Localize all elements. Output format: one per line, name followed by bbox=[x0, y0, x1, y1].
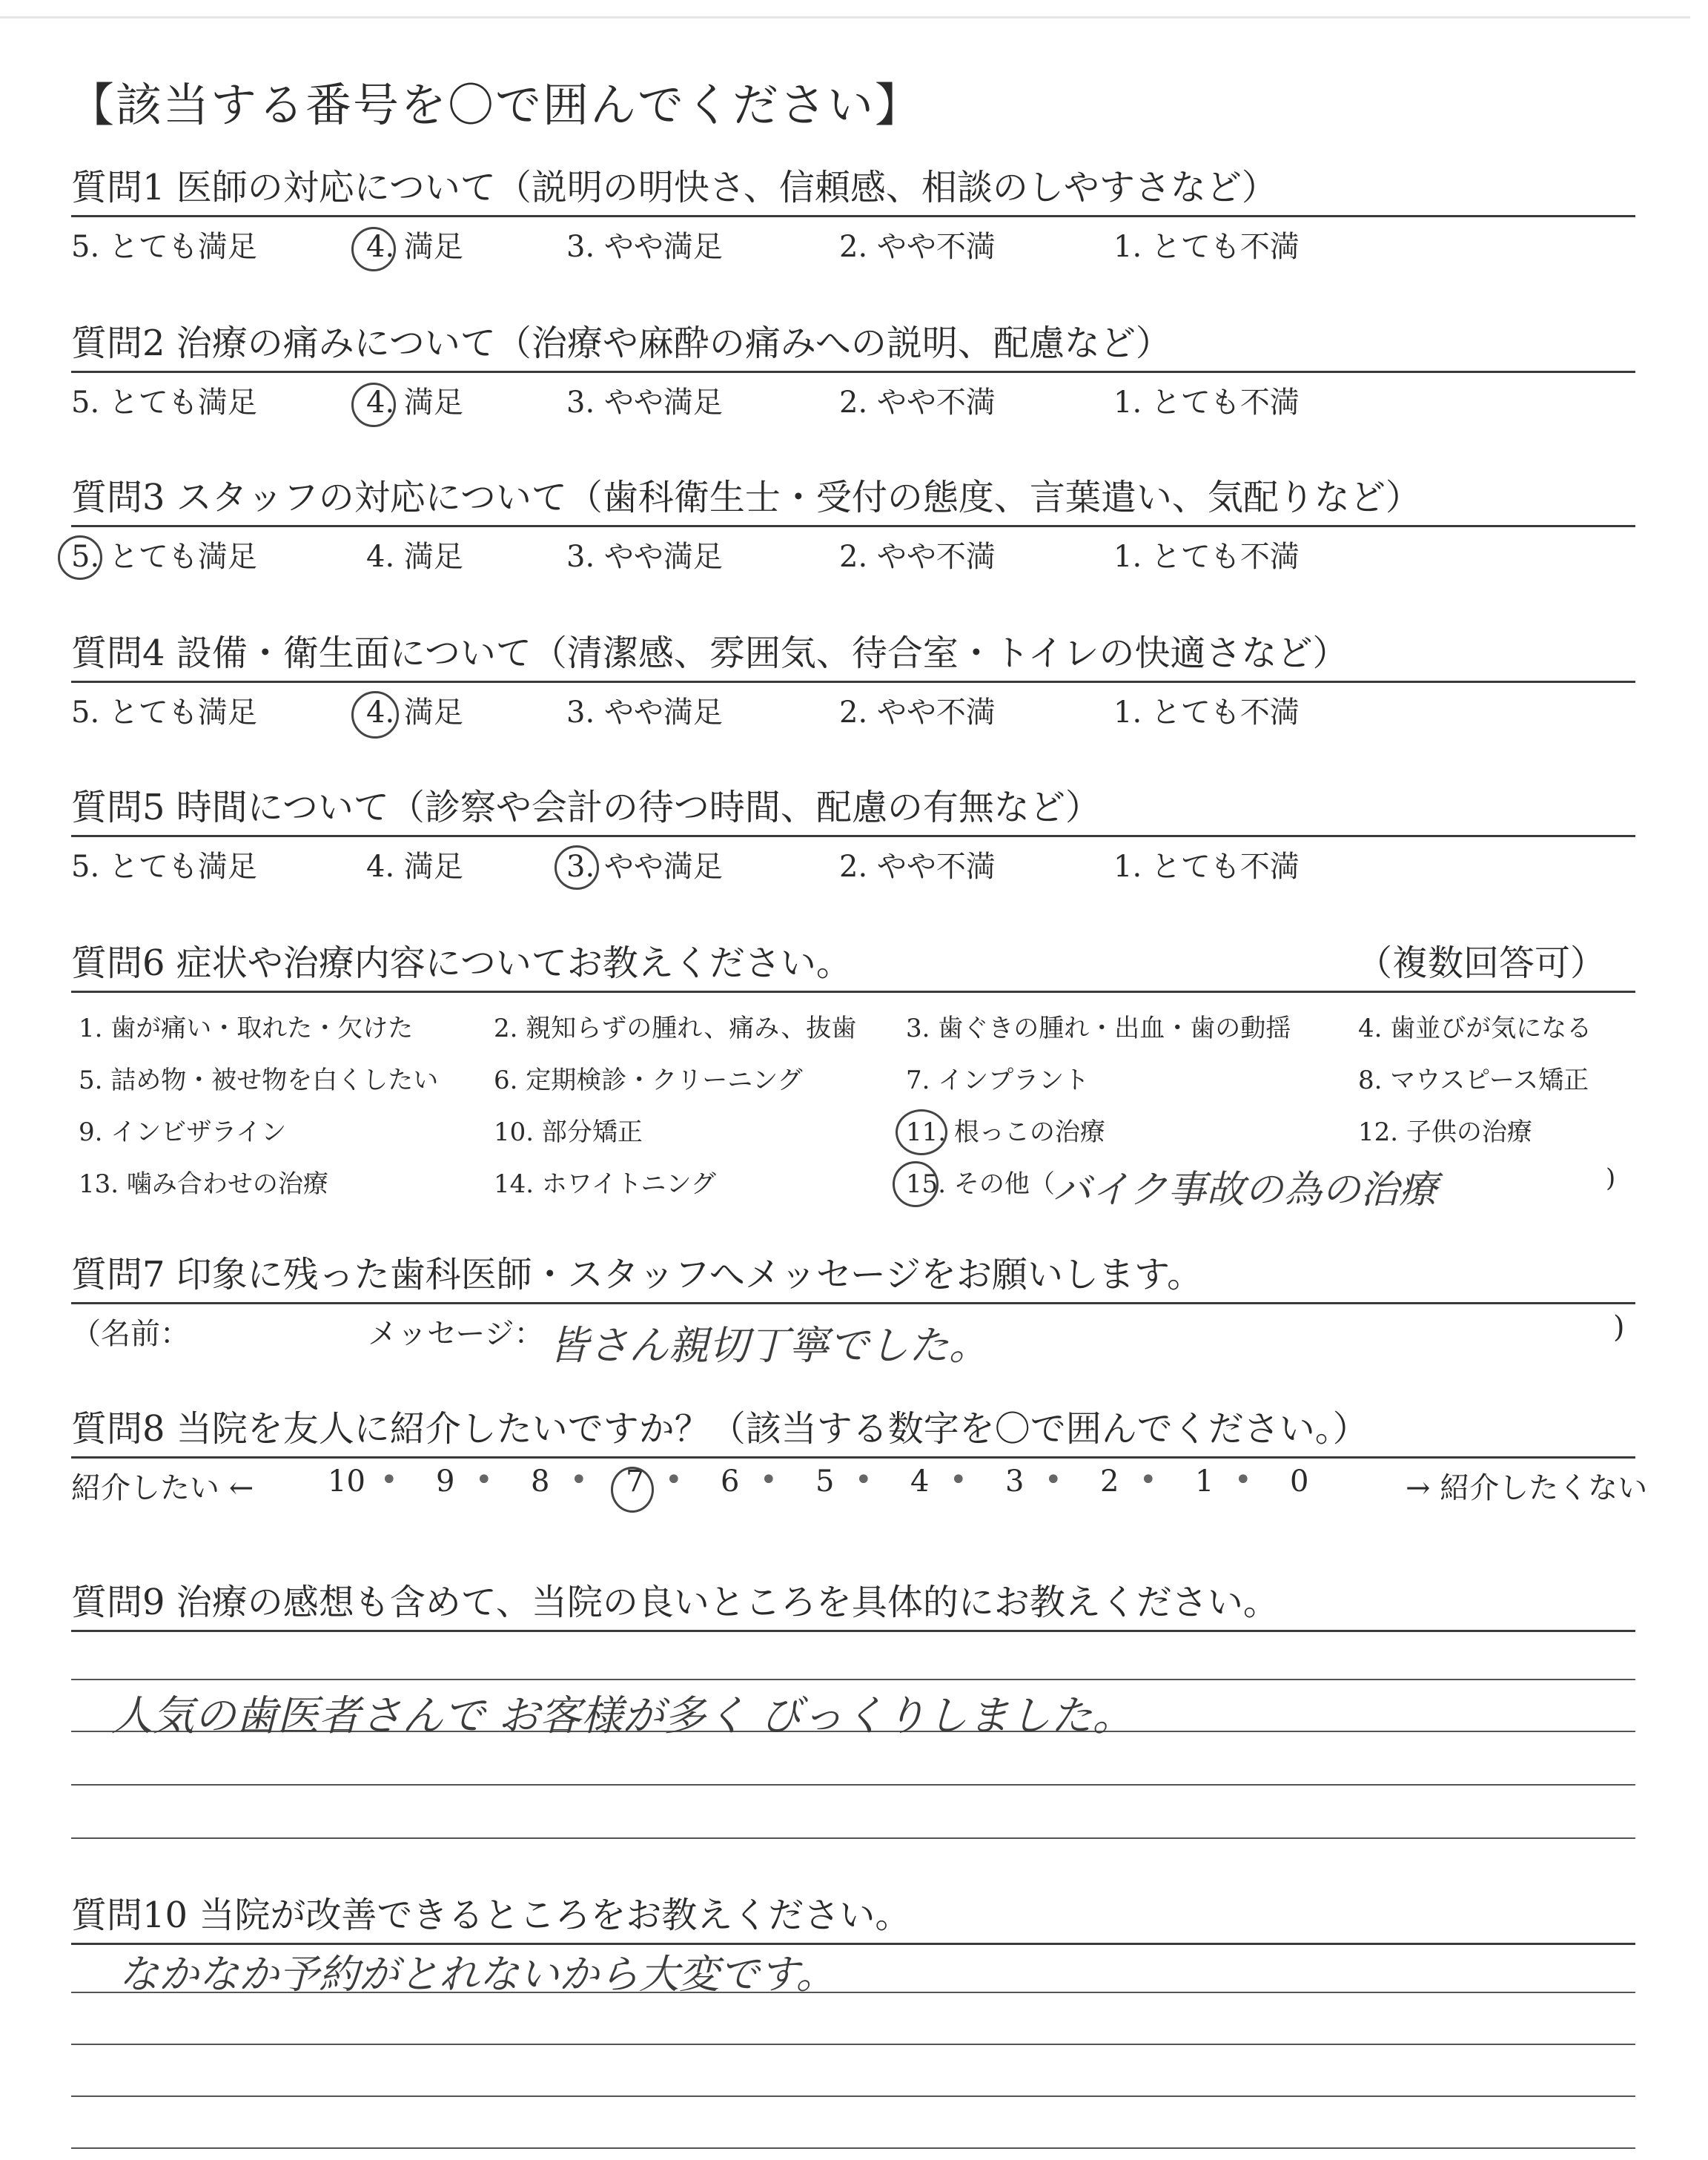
option-12[interactable]: 12. 子供の治療 bbox=[1358, 1117, 1532, 1147]
referral-scale bbox=[71, 1463, 1648, 1509]
choice-4[interactable]: 4. 満足 bbox=[366, 230, 463, 264]
scale-right-label: → 紹介したくない bbox=[1406, 1471, 1648, 1505]
question-2 bbox=[71, 320, 1635, 423]
message-handwriting[interactable]: 皆さん親切丁寧でした。 bbox=[549, 1322, 989, 1369]
scale-dot: • bbox=[760, 1463, 778, 1497]
question-4-title: 質問4 設備・衛生面について（清潔感、雰囲気、待合室・トイレの快適さなど） bbox=[71, 633, 1348, 674]
scale-4[interactable]: 4 bbox=[910, 1464, 930, 1499]
option-11[interactable]: 11. 根っこの治療 bbox=[906, 1117, 1105, 1147]
choice-5[interactable]: 5. とても満足 bbox=[71, 386, 257, 420]
question-3-rule bbox=[71, 525, 1635, 527]
choice-1[interactable]: 1. とても不満 bbox=[1113, 386, 1300, 420]
option-1[interactable]: 1. 歯が痛い・取れた・欠けた bbox=[79, 1014, 414, 1043]
choice-5[interactable]: 5. とても満足 bbox=[71, 850, 257, 884]
scale-6[interactable]: 6 bbox=[721, 1464, 740, 1499]
q3-selection-circle bbox=[58, 535, 102, 580]
answer-line bbox=[71, 1784, 1635, 1786]
scale-3[interactable]: 3 bbox=[1005, 1464, 1025, 1499]
message-label: メッセージ： bbox=[368, 1317, 544, 1351]
choice-1[interactable]: 1. とても不満 bbox=[1113, 230, 1300, 264]
question-1-title: 質問1 医師の対応について（説明の明快さ、信頼感、相談のしやすさなど） bbox=[71, 167, 1277, 208]
question-9 bbox=[71, 1579, 1635, 1632]
question-8-title: 質問8 当院を友人に紹介したいですか？（該当する数字を〇で囲んでください。） bbox=[71, 1408, 1368, 1450]
scale-dot: • bbox=[1045, 1463, 1062, 1497]
scale-dot: • bbox=[380, 1463, 398, 1497]
answer-line bbox=[71, 2044, 1635, 2045]
q6-option-11-circle bbox=[896, 1109, 947, 1155]
question-4 bbox=[71, 630, 1635, 733]
choice-5[interactable]: 5. とても満足 bbox=[71, 540, 257, 574]
choice-5[interactable]: 5. とても満足 bbox=[71, 230, 257, 264]
choice-1[interactable]: 1. とても不満 bbox=[1113, 850, 1300, 884]
scale-dot: • bbox=[855, 1463, 873, 1497]
multiple-answers-note: （複数回答可） bbox=[1356, 942, 1606, 984]
question-2-choices bbox=[71, 379, 1635, 423]
question-1 bbox=[71, 165, 1635, 268]
choice-2[interactable]: 2. やや不満 bbox=[839, 540, 996, 574]
name-label: （名前： bbox=[71, 1317, 190, 1351]
choice-4[interactable]: 4. 満足 bbox=[366, 540, 463, 574]
scale-8[interactable]: 8 bbox=[531, 1464, 550, 1499]
answer-line bbox=[71, 2095, 1635, 2097]
answer-line bbox=[71, 1837, 1635, 1839]
choice-3[interactable]: 3. やや満足 bbox=[566, 850, 723, 884]
scale-dot: • bbox=[1139, 1463, 1157, 1497]
scale-9[interactable]: 9 bbox=[436, 1464, 455, 1499]
scale-7[interactable]: 7 bbox=[626, 1464, 645, 1499]
q1-selection-circle bbox=[351, 227, 396, 271]
answer-line bbox=[71, 1679, 1635, 1680]
scale-dot: • bbox=[665, 1463, 683, 1497]
q6-option-15-circle bbox=[893, 1161, 939, 1207]
scale-1[interactable]: 1 bbox=[1195, 1464, 1214, 1499]
choice-4[interactable]: 4. 満足 bbox=[366, 386, 463, 420]
option-15-close: ) bbox=[1606, 1163, 1616, 1193]
choice-3[interactable]: 3. やや満足 bbox=[566, 386, 723, 420]
choice-3[interactable]: 3. やや満足 bbox=[566, 230, 723, 264]
question-10-title: 質問10 当院が改善できるところをお教えください。 bbox=[71, 1895, 911, 1936]
choice-1[interactable]: 1. とても不満 bbox=[1113, 696, 1300, 730]
question-9-rule bbox=[71, 1630, 1635, 1632]
choice-3[interactable]: 3. やや満足 bbox=[566, 696, 723, 730]
question-3-choices bbox=[71, 533, 1635, 578]
option-14[interactable]: 14. ホワイトニング bbox=[494, 1169, 716, 1199]
answer-line bbox=[71, 2147, 1635, 2149]
option-5[interactable]: 5. 詰め物・被せ物を白くしたい bbox=[79, 1066, 439, 1095]
question-4-rule bbox=[71, 681, 1635, 683]
scan-top-edge bbox=[0, 16, 1690, 19]
message-close: ) bbox=[1613, 1310, 1625, 1344]
scale-dot: • bbox=[475, 1463, 493, 1497]
question-8-rule bbox=[71, 1456, 1635, 1459]
scale-left-label: 紹介したい ← bbox=[71, 1471, 254, 1505]
question-3-title: 質問3 スタッフの対応について（歯科衛生士・受付の態度、言葉遣い、気配りなど） bbox=[71, 477, 1421, 518]
question-10 bbox=[71, 1892, 1635, 1945]
question-9-title: 質問9 治療の感想も含めて、当院の良いところを具体的にお教えください。 bbox=[71, 1582, 1279, 1623]
question-5-choices bbox=[71, 843, 1635, 888]
option-2[interactable]: 2. 親知らずの腫れ、痛み、抜歯 bbox=[494, 1014, 857, 1043]
option-10[interactable]: 10. 部分矯正 bbox=[494, 1117, 643, 1147]
question-6-rule bbox=[71, 991, 1635, 993]
question-5-rule bbox=[71, 835, 1635, 837]
option-4[interactable]: 4. 歯並びが気になる bbox=[1358, 1014, 1592, 1043]
question-2-rule bbox=[71, 371, 1635, 373]
scale-0[interactable]: 0 bbox=[1290, 1464, 1309, 1499]
question-6-text: 質問6 症状や治療内容についてお教えください。 bbox=[71, 942, 852, 984]
question-4-choices bbox=[71, 689, 1635, 733]
question-5 bbox=[71, 785, 1635, 888]
option-8[interactable]: 8. マウスピース矯正 bbox=[1358, 1066, 1589, 1095]
q2-selection-circle bbox=[351, 383, 396, 427]
q5-selection-circle bbox=[555, 845, 599, 890]
question-6-title bbox=[71, 940, 1635, 986]
scale-2[interactable]: 2 bbox=[1100, 1464, 1119, 1499]
form-heading: 【該当する番号を〇で囲んでください】 bbox=[68, 78, 923, 132]
choice-5[interactable]: 5. とても満足 bbox=[71, 696, 257, 730]
q8-selection-circle bbox=[611, 1467, 654, 1513]
option-3[interactable]: 3. 歯ぐきの腫れ・出血・歯の動揺 bbox=[906, 1014, 1291, 1043]
scale-dot: • bbox=[1234, 1463, 1252, 1497]
q4-selection-circle bbox=[351, 691, 399, 739]
question-1-rule bbox=[71, 215, 1635, 217]
choice-2[interactable]: 2. やや不満 bbox=[839, 850, 996, 884]
choice-4[interactable]: 4. 満足 bbox=[366, 850, 463, 884]
option-7[interactable]: 7. インプラント bbox=[906, 1066, 1090, 1095]
choice-1[interactable]: 1. とても不満 bbox=[1113, 540, 1300, 574]
improvement-handwriting[interactable]: なかなか予約がとれないから大変です。 bbox=[119, 1951, 836, 1998]
question-8 bbox=[71, 1406, 1648, 1509]
option-13[interactable]: 13. 噛み合わせの治療 bbox=[79, 1169, 328, 1199]
choice-4[interactable]: 4. 満足 bbox=[366, 696, 463, 730]
question-2-title: 質問2 治療の痛みについて（治療や麻酔の痛みへの説明、配慮など） bbox=[71, 323, 1171, 364]
option-6[interactable]: 6. 定期検診・クリーニング bbox=[494, 1066, 803, 1095]
choice-2[interactable]: 2. やや不満 bbox=[839, 386, 996, 420]
option-9[interactable]: 9. インビザライン bbox=[79, 1117, 287, 1147]
other-treatment-handwriting: バイク事故の為の治療 bbox=[1053, 1168, 1437, 1212]
choice-2[interactable]: 2. やや不満 bbox=[839, 696, 996, 730]
question-3 bbox=[71, 475, 1635, 578]
question-7-title: 質問7 印象に残った歯科医師・スタッフへメッセージをお願いします。 bbox=[71, 1254, 1203, 1295]
scale-5[interactable]: 5 bbox=[815, 1464, 835, 1499]
scale-dot: • bbox=[570, 1463, 588, 1497]
question-1-choices bbox=[71, 223, 1635, 268]
choice-3[interactable]: 3. やや満足 bbox=[566, 540, 723, 574]
option-15[interactable]: 15. その他（ bbox=[906, 1169, 1055, 1199]
good-points-handwriting[interactable]: 人気の歯医者さんで お客様が多く びっくりしました。 bbox=[111, 1692, 1134, 1740]
scale-10[interactable]: 10 bbox=[328, 1464, 365, 1499]
choice-2[interactable]: 2. やや不満 bbox=[839, 230, 996, 264]
question-5-title: 質問5 時間について（診察や会計の待つ時間、配慮の有無など） bbox=[71, 787, 1101, 828]
question-7-rule bbox=[71, 1302, 1635, 1304]
scale-dot: • bbox=[950, 1463, 967, 1497]
